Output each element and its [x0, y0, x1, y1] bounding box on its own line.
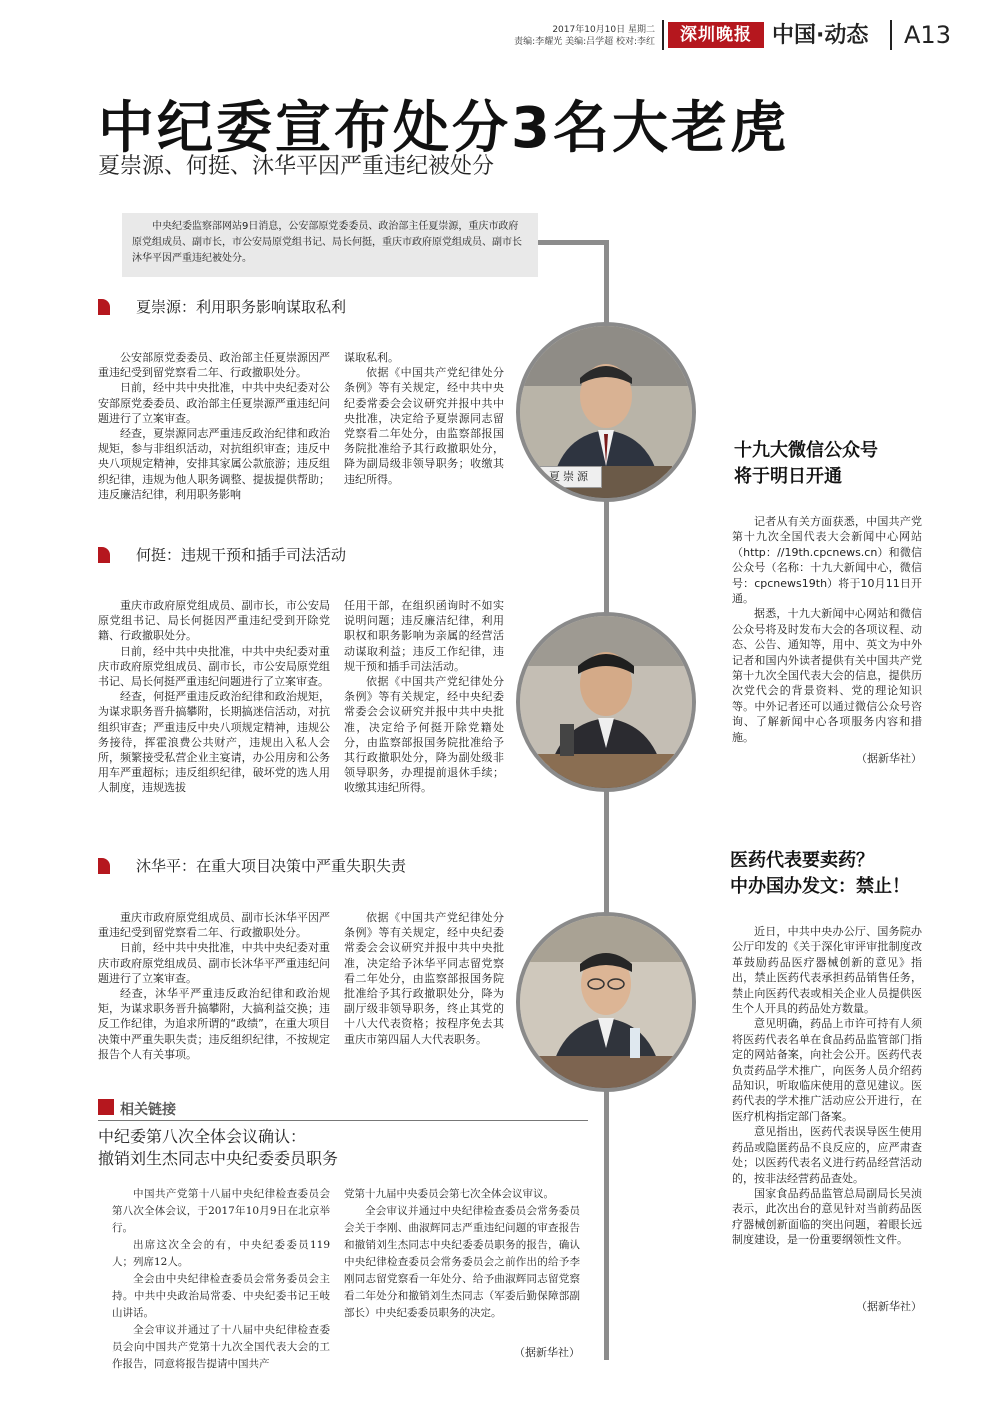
related-column	[344, 1186, 580, 1322]
portrait-photo-he	[516, 612, 696, 792]
paragraph: 重庆市政府原党组成员、副市长，市公安局原党组书记、局长何挺因严重违纪受到开除党籍、行政撤职处分。	[98, 599, 330, 643]
section-marker-icon	[98, 858, 110, 874]
paragraph: 意见明确，药品上市许可持有人须将医药代表名单在食品药品监管部门指定的网站备案，向社会公开。医药代表负责药品学术推广，向医务人员介绍药品知识，听取临床使用的意见建议。医药代表的学术推广活动应公开进行，在医疗机构指定部门备案。	[732, 1017, 922, 1123]
portrait-photo-xia	[516, 322, 696, 502]
paragraph: 依据《中国共产党纪律处分条例》等有关规定，经中央纪委常委会会议研究并报中共中央批准，决定给予沐华平同志留党察看二年处分，由监察部报国务院批准给予其行政撤职处分，降为副厅级非领导职务，终止其党的十八大代表资格；按程序免去其重庆市第四届人大代表职务。	[344, 911, 504, 1046]
paragraph: 党第十九届中央委员会第七次全体会议审议。	[344, 1188, 554, 1200]
date-line: 2017年10月10日 星期二	[552, 25, 655, 35]
portrait-photo-mu	[516, 912, 696, 1092]
article-column	[344, 350, 504, 487]
source-credit: （据新华社）	[514, 1346, 580, 1359]
related-link-tag: 相关链接	[120, 1102, 176, 1118]
paragraph: 国家食品药品监管总局副局长吴浈表示，此次出台的意见针对当前药品医疗器械创新面临的突出问题，着眼长远制度建设，是一份重要纲领性文件。	[732, 1186, 922, 1247]
subheadline: 夏崇源、何挺、沐华平因严重违纪被处分	[98, 154, 495, 179]
paragraph: 日前，经中共中央批准，中共中央纪委对重庆市政府原党组成员、副市长沐华平严重违纪问题进行了立案审查。	[98, 941, 330, 985]
sidebar-title-pharma	[730, 848, 910, 900]
newspaper-logo: 深圳晚报	[668, 22, 764, 48]
paragraph: 日前，经中共中央批准，中共中央纪委对重庆市政府原党组成员、副市长，市公安局原党组书记、局长何挺严重违纪问题进行了立案审查。	[98, 644, 330, 689]
article-column	[98, 350, 330, 502]
article-column	[98, 598, 330, 796]
related-link-icon	[98, 1099, 114, 1115]
divider	[98, 1120, 588, 1121]
related-column	[112, 1186, 330, 1373]
related-title-line1: 中纪委第八次全体会议确认：	[98, 1127, 307, 1146]
section-title-mu: 沐华平：在重大项目决策中严重失职失责	[136, 857, 407, 875]
sidebar-title-line2: 将于明日开通	[734, 466, 842, 487]
article-column	[98, 910, 330, 1062]
section-title-he: 何挺：违规干预和插手司法活动	[136, 546, 347, 564]
paragraph: 任用干部，在组织函询时不如实说明问题；违反廉洁纪律，利用职权和职务影响为亲属的经营活动谋取利益；违反工作纪律，违规干预和插手司法活动。	[344, 599, 504, 673]
paragraph: 近日，中共中央办公厅、国务院办公厅印发的《关于深化审评审批制度改革鼓励药品医疗器械创新的意见》指出，禁止医药代表承担药品销售任务，禁止向医药代表或相关企业人员提供医生个人开具的药品处方数量。	[732, 925, 922, 1016]
lead-summary: 中央纪委监察部网站9日消息，公安部原党委委员、政治部主任夏崇源，重庆市政府原党组成员、副市长，市公安局原党组书记、局长何挺，重庆市政府原党组成员、副市长沐华平因严重违纪被处分。	[122, 213, 538, 277]
article-column	[344, 598, 504, 796]
paragraph: 据悉，十九大新闻中心网站和微信公众号将及时发布大会的各项议程、动态、公告、通知等，用中、英文为中外记者和国内外读者提供有关中国共产党第十九次全国代表大会的信息，提供历次党代会的背景资料、党的理论知识等。中外记者还可以通过微信公众号咨询、了解新闻中心各项服务内容和措施。	[732, 607, 922, 744]
sidebar-title-line2: 中办国办发文：禁止！	[730, 876, 910, 897]
source-credit: （据新华社）	[856, 1300, 922, 1313]
section-marker-icon	[98, 547, 110, 563]
paragraph: 出席这次全会的有，中央纪委委员119人；列席12人。	[112, 1239, 330, 1268]
sidebar-title-line1: 医药代表要卖药？	[730, 850, 874, 871]
paragraph: 重庆市政府原党组成员、副市长沐华平因严重违纪受到留党察看二年、行政撤职处分。	[98, 911, 330, 940]
sidebar-title-line1: 十九大微信公众号	[734, 440, 878, 461]
paragraph: 经查，沐华平严重违反政治纪律和政治规矩，为谋求职务晋升搞攀附，大搞利益交换；违反工作纪律，为追求所谓的“政绩”，在重大项目决策中严重失职失责；违反组织纪律，不按规定报告个人有关事项。	[98, 987, 330, 1061]
masthead-divider	[662, 20, 664, 50]
section-title-xia: 夏崇源：利用职务影响谋取私利	[136, 298, 347, 316]
paragraph: 经查，夏崇源同志严重违反政治纪律和政治规矩，参与非组织活动，对抗组织审查；违反中央八项规定精神，安排其家属公款旅游；违反组织纪律，违规为他人职务调整、提拔提供帮助；违反廉洁纪律，利用职务影响	[98, 427, 330, 501]
section-name: 中国·动态	[772, 23, 869, 48]
masthead-divider-2	[890, 20, 892, 50]
sidebar-article-wechat	[732, 514, 922, 745]
paragraph: 全会由中央纪律检查委员会常务委员会主持。中共中央政治局常委、中央纪委书记王岐山讲话。	[112, 1273, 330, 1319]
related-title-line2: 撤销刘生杰同志中央纪委委员职务	[98, 1149, 339, 1168]
sidebar-title-wechat	[734, 438, 878, 490]
section-marker-icon	[98, 299, 110, 315]
paragraph: 全会审议并通过了十八届中央纪律检查委员会向中国共产党第十九次全国代表大会的工作报告，同意将报告提请中国共产	[112, 1324, 330, 1370]
sidebar-article-pharma	[732, 924, 922, 1248]
paragraph: 谋取私利。	[344, 351, 399, 364]
masthead-meta	[455, 24, 655, 48]
paragraph: 记者从有关方面获悉，中国共产党第十九次全国代表大会新闻中心网站（http：//19th.cpcnews.cn）和微信公众号（名称：十九大新闻中心，微信号：cpcnews19th）将于10月11日开通。	[732, 515, 922, 606]
paragraph: 公安部原党委委员、政治部主任夏崇源因严重违纪受到留党察看二年、行政撤职处分。	[98, 351, 330, 380]
headline: 中纪委宣布处分3名大老虎	[98, 96, 789, 161]
related-title	[98, 1126, 338, 1170]
timeline-connector	[538, 240, 608, 245]
paragraph: 经查，何挺严重违反政治纪律和政治规矩，为谋求职务晋升搞攀附，长期搞迷信活动，对抗组织审查；严重违反中央八项规定精神，违规公务接待，挥霍浪费公共财产，违规出入私人会所，频繁接受私营企业主宴请，办公用房和公务用车严重超标；违反组织纪律，破坏党的选人用人制度，违规选拔	[98, 690, 330, 795]
source-credit: （据新华社）	[856, 752, 922, 765]
editors-line: 责编:李耀光 美编:吕学超 校对:李红	[514, 37, 655, 47]
article-column	[344, 910, 504, 1047]
name-card: 夏崇源	[538, 466, 602, 488]
paragraph: 意见指出，医药代表误导医生使用药品或隐匿药品不良反应的，应严肃查处；以医药代表名义进行药品经营活动的，按非法经营药品查处。	[732, 1125, 922, 1185]
paragraph: 中国共产党第十八届中央纪律检查委员会第八次全体会议，于2017年10月9日在北京举行。	[112, 1188, 330, 1234]
paragraph: 日前，经中共中央批准，中共中央纪委对公安部原党委委员、政治部主任夏崇源严重违纪问题进行了立案审查。	[98, 381, 330, 425]
paragraph: 依据《中国共产党纪律处分条例》等有关规定，经中共中央纪委常委会会议研究并报中共中央批准，决定给予夏崇源同志留党察看二年处分，由监察部报国务院批准给予其行政撤职处分，降为副局级非领导职务；收缴其违纪所得。	[344, 366, 504, 486]
page-number: A13	[904, 21, 951, 49]
paragraph: 依据《中国共产党纪律处分条例》等有关规定，经中央纪委常委会会议研究并报中共中央批准，决定给予何挺开除党籍处分，由监察部报国务院批准给予其行政撤职处分，降为副处级非领导职务，办理提前退休手续；收缴其违纪所得。	[344, 675, 504, 795]
paragraph: 全会审议并通过中央纪律检查委员会常务委员会关于李刚、曲淑辉同志严重违纪问题的审查报告和撤销刘生杰同志中央纪委委员职务的报告，确认中央纪律检查委员会常务委员会之前作出的给予李刚同志留党察看一年处分、给予曲淑辉同志留党察看二年处分和撤销刘生杰同志（军委后勤保障部副部长）中央纪委委员职务的决定。	[344, 1205, 580, 1319]
